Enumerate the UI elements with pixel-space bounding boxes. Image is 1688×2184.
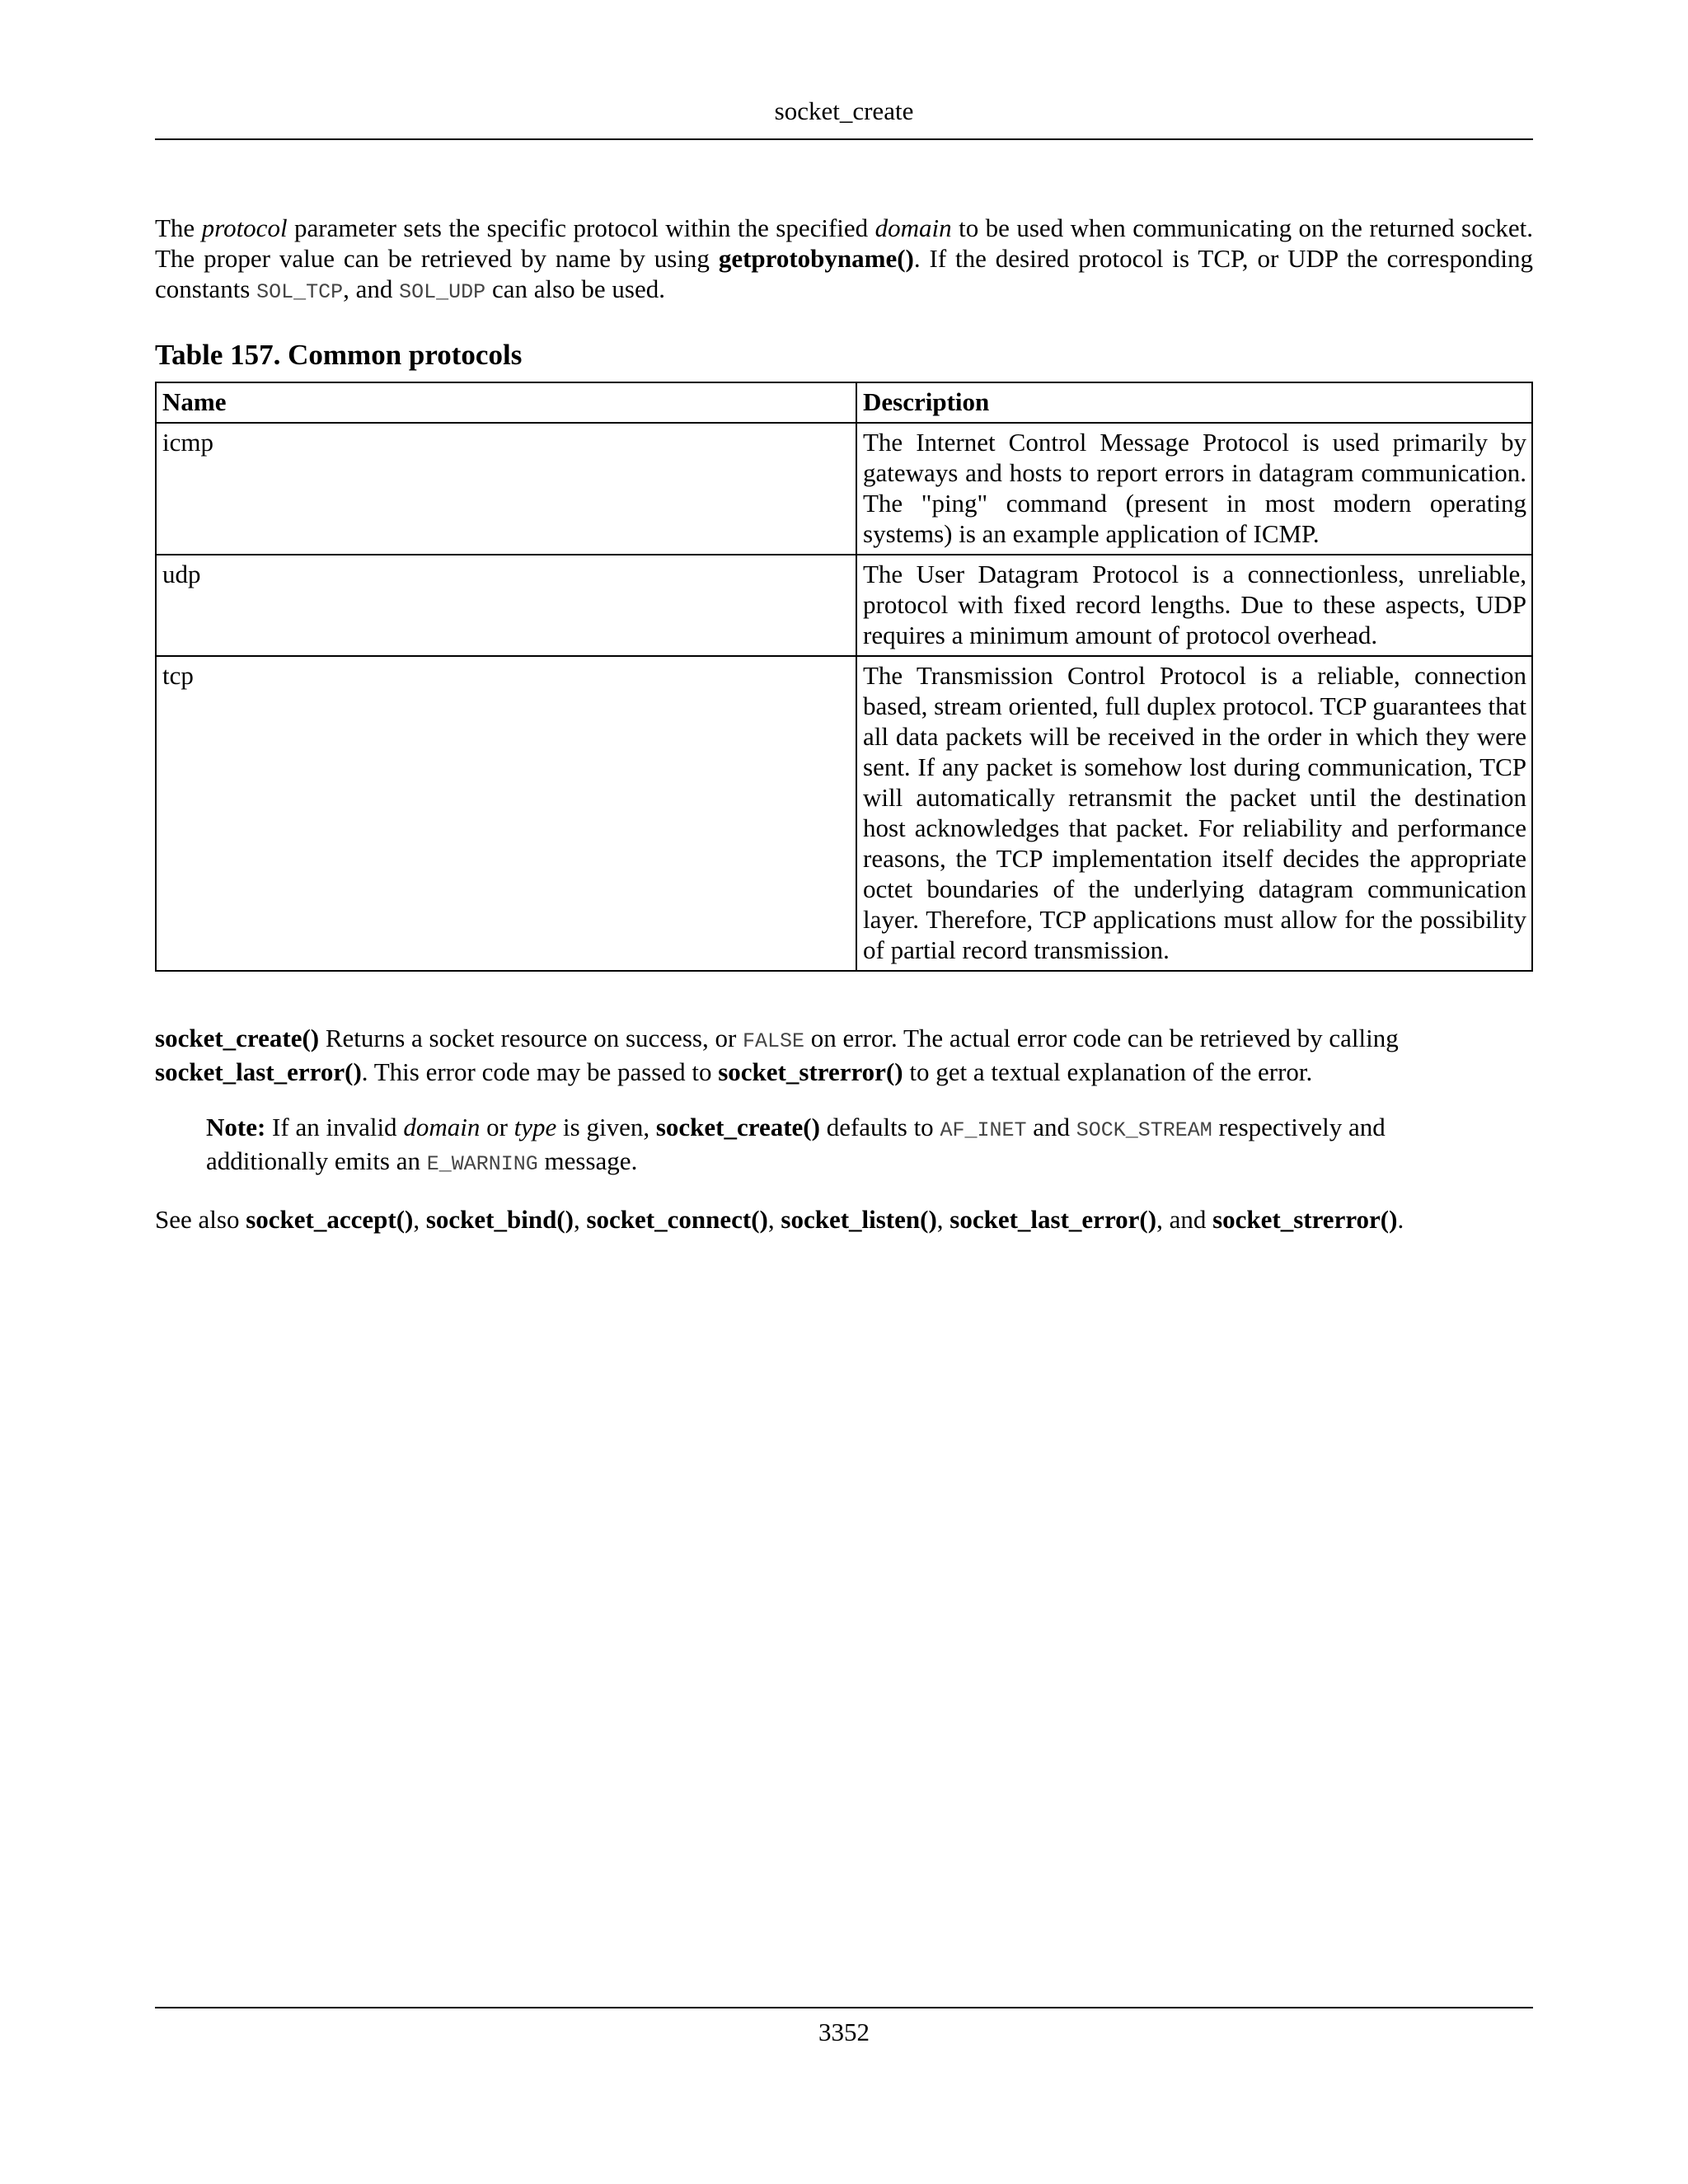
see-also-lead: See also	[155, 1205, 246, 1234]
text-run: and	[1026, 1113, 1076, 1141]
table-title: Table 157. Common protocols	[155, 339, 523, 371]
function-link-socket-last-error[interactable]: socket_last_error()	[950, 1205, 1157, 1234]
function-name-socket-create: socket_create()	[655, 1113, 820, 1141]
cell-name: tcp	[156, 656, 856, 971]
text-run: to get a textual explanation of the error.	[903, 1057, 1313, 1086]
intro-paragraph	[155, 213, 1533, 307]
cell-description: The Transmission Control Protocol is a reliable, connection based, stream oriented, full duplex protocol. TCP guarantees that all data packets will be received in the order in which they were sent. If any packet is somehow lost during communication, TCP will automatically retransmit the packet until the destination host acknowledges that packet. For reliability and performance reasons, the TCP implementation itself decides the appropriate octet boundaries of the underlying datagram communication layer. Therefore, TCP applications must allow for the possibility of partial record transmission.	[856, 656, 1532, 971]
text-run: . This error code may be passed to	[361, 1057, 719, 1086]
function-link-getprotobyname[interactable]: getprotobyname()	[718, 244, 914, 273]
column-header-name: Name	[156, 382, 856, 423]
column-header-description: Description	[856, 382, 1532, 423]
separator: , and	[1156, 1205, 1213, 1234]
text-run: Returns a socket resource on success, or	[319, 1024, 743, 1052]
text-run: If an invalid	[265, 1113, 404, 1141]
param-domain: domain	[403, 1113, 481, 1141]
table-header-row	[156, 382, 1532, 423]
text-run: , and	[343, 274, 400, 303]
table-row	[156, 555, 1532, 656]
page-number: 3352	[818, 2018, 870, 2046]
text-run: on error. The actual error code can be retrieved by calling	[804, 1024, 1399, 1052]
note-label: Note:	[206, 1113, 266, 1141]
constant-e-warning: E_WARNING	[426, 1152, 538, 1176]
protocols-table	[155, 382, 1533, 972]
separator: ,	[767, 1205, 781, 1234]
constant-sol-tcp: SOL_TCP	[256, 280, 344, 304]
text-run: The	[155, 213, 202, 242]
param-type: type	[513, 1113, 557, 1141]
cell-name: udp	[156, 555, 856, 656]
function-link-socket-last-error[interactable]: socket_last_error()	[155, 1057, 362, 1086]
function-link-socket-accept[interactable]: socket_accept()	[246, 1205, 414, 1234]
text-run: parameter sets the specific protocol within the specified	[287, 213, 875, 242]
text-run: can also be used.	[485, 274, 665, 303]
constant-sol-udp: SOL_UDP	[399, 280, 486, 304]
function-link-socket-strerror[interactable]: socket_strerror()	[718, 1057, 903, 1086]
note-block	[206, 1112, 1475, 1179]
text-run: to be used when communicating on the returned socket. The proper value can be retrieved by name by using	[155, 213, 1533, 273]
text-run: respectively and additionally emits an	[206, 1113, 1386, 1175]
function-link-socket-connect[interactable]: socket_connect()	[586, 1205, 768, 1234]
page-header	[155, 91, 1533, 140]
constant-false: FALSE	[743, 1029, 805, 1053]
return-value-paragraph	[155, 1023, 1533, 1087]
constant-sock-stream: SOCK_STREAM	[1076, 1118, 1212, 1142]
page-footer	[155, 2007, 1533, 2053]
separator: ,	[936, 1205, 950, 1234]
text-run: . If the desired protocol is TCP, or UDP the corresponding constants	[155, 244, 1534, 303]
page-content	[155, 213, 1533, 1235]
param-domain: domain	[874, 213, 952, 242]
cell-name: icmp	[156, 423, 856, 555]
constant-af-inet: AF_INET	[940, 1118, 1027, 1142]
text-run: .	[1397, 1205, 1404, 1234]
separator: ,	[573, 1205, 587, 1234]
function-link-socket-strerror[interactable]: socket_strerror()	[1212, 1205, 1398, 1234]
cell-description: The User Datagram Protocol is a connectionless, unreliable, protocol with fixed record lengths. Due to these aspects, UDP requires a minimum amount of protocol overhead.	[856, 555, 1532, 656]
text-run: or	[480, 1113, 514, 1141]
function-name-socket-create: socket_create()	[155, 1024, 320, 1052]
function-link-socket-listen[interactable]: socket_listen()	[781, 1205, 937, 1234]
separator: ,	[413, 1205, 426, 1234]
param-protocol: protocol	[201, 213, 288, 242]
table-row	[156, 423, 1532, 555]
function-link-socket-bind[interactable]: socket_bind()	[425, 1205, 574, 1234]
text-run: defaults to	[819, 1113, 940, 1141]
text-run: is given,	[556, 1113, 656, 1141]
table-row	[156, 656, 1532, 971]
see-also-paragraph	[155, 1204, 1533, 1235]
header-title: socket_create	[774, 96, 914, 125]
cell-description: The Internet Control Message Protocol is used primarily by gateways and hosts to report errors in datagram communication. The "ping" command (present in most modern operating systems) is an example application of ICMP.	[856, 423, 1532, 555]
text-run: message.	[537, 1146, 638, 1175]
